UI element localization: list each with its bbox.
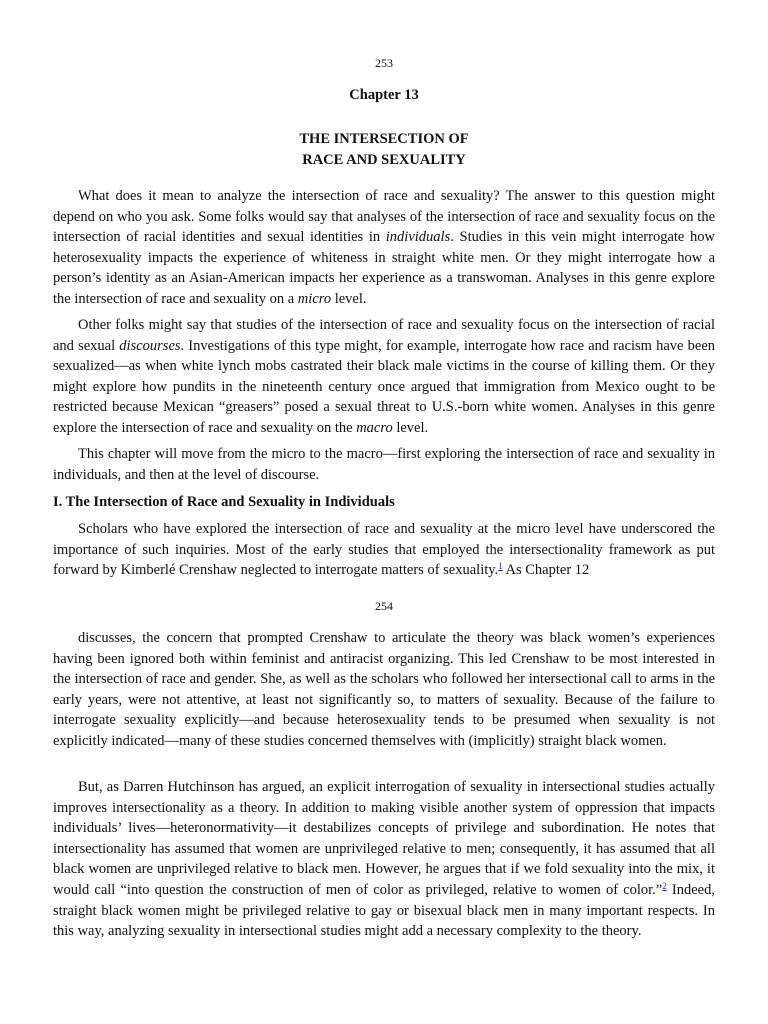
page-number-253: 253 bbox=[375, 56, 393, 70]
paragraph-2: Other folks might say that studies of the intersection of race and sexuality focus on the intersection of racial and sexual discourses. Investigations of this type might, for example, interrogate how race and racism have been sexualized—as when white lynch mobs castrated their black male victims in the course of killing them. Or they might explore how pundits in the nineteenth century once argued that immigration from Mexico ought to be restricted because Mexican “greasers” posed a sexual threat to U.S.-born white women. Analyses in this genre explore the intersection of race and sexuality on the macro level. bbox=[53, 317, 716, 436]
chapter-title-line-2: RACE AND SEXUALITY bbox=[302, 152, 466, 168]
paragraph-1: What does it mean to analyze the intersection of race and sexuality? The answer to this question might depend on who you ask. Some folks would say that analyses of the intersection of race and sexuality focus on the intersection of racial identities and sexual identities in individuals. Studies in this vein might interrogate how heterosexuality impacts the experience of whiteness in straight white men. Or they might interrogate how a person’s identity as an Asian-American impacts her experience as a transwoman. Analyses in this genre explore the intersection of race and sexuality on a micro level. bbox=[53, 188, 715, 307]
paragraph-4: Scholars who have explored the intersection of race and sexuality at the micro level have underscored the importance of such inquiries. Most of the early studies that employed the intersectionality framework as put forward by Kimberlé Crenshaw neglected to interrogate matters of sexuality.$^1$ As Chapter 12 bbox=[53, 521, 715, 579]
paragraph-5: discusses, the concern that prompted Crenshaw to articulate the theory was black women’s experiences having been ignored both within feminist and antiracist organizing. This led Crenshaw to be most interested in the intersection of race and gender. She, as well as the scholars who followed her intersectional call to arms in the early years, were not attentive, at least not significantly so, to matters of sexuality. Because of the failure to interrogate sexuality explicitly—and because heterosexuality tends to be presumed when sexuality is not explicitly indicated—many of these studies concerned themselves with (implicitly) straight black women. bbox=[53, 630, 715, 749]
page-number-254: 254 bbox=[375, 599, 393, 613]
footnote-link-1[interactable]: 1 bbox=[498, 561, 503, 572]
chapter-title-line-1: THE INTERSECTION OF bbox=[299, 131, 469, 147]
chapter-title bbox=[53, 129, 715, 171]
paragraph-3: This chapter will move from the micro to the macro—first exploring the intersection of race and sexuality in individuals, and then at the level of discourse. bbox=[53, 446, 715, 483]
paragraph-6: But, as Darren Hutchinson has argued, an explicit interrogation of sexuality in intersectional studies actually improves intersectionality as a theory. In addition to making visible another system of oppression that impacts individuals’ lives—heteronormativity—it destabilizes concepts of privilege and subordination. He notes that intersectionality has assumed that women are unprivileged relative to men; consequently, it has assumed that all black women are unprivileged relative to black men. However, he argues that if we fold sexuality into the mix, it would call “into question the construction of men of color as privileged, relative to women of color.”$^2$ Indeed, straight black women might be privileged relative to gay or bisexual black men in many important respects. In this way, analyzing sexuality in intersectional studies might add a necessary complexity to the theory. bbox=[53, 779, 715, 940]
footnote-link-2[interactable]: 2 bbox=[662, 880, 667, 891]
chapter-label: Chapter 13 bbox=[349, 87, 419, 103]
section-heading: I. The Intersection of Race and Sexuality in Individuals bbox=[53, 494, 395, 510]
